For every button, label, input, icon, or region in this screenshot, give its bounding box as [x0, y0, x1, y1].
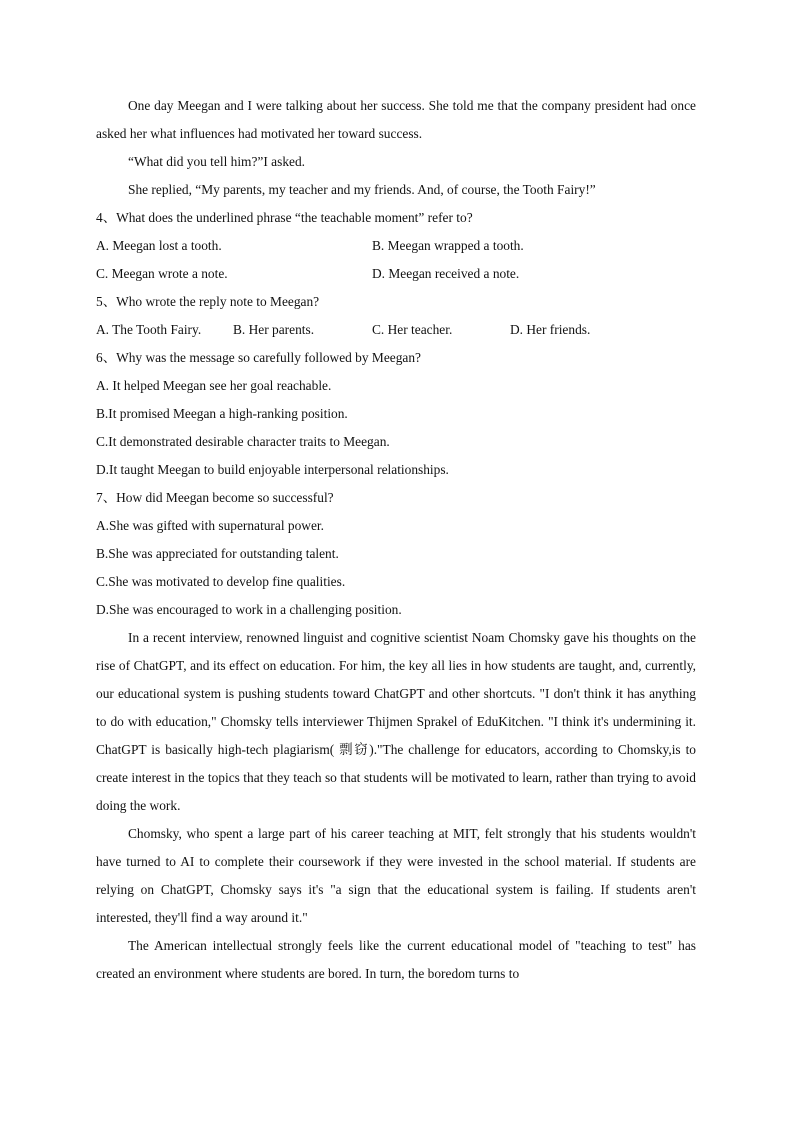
question-6-option-b[interactable]: B.It promised Meegan a high-ranking position. — [96, 406, 348, 421]
question-5-option-d[interactable]: D. Her friends. — [510, 322, 591, 337]
question-5-stem: 5、Who wrote the reply note to Meegan? — [96, 294, 320, 309]
question-6-option-c[interactable]: C.It demonstrated desirable character traits to Meegan. — [96, 434, 390, 449]
question-4-options-row-2 — [96, 260, 696, 288]
question-6-stem: 6、Why was the message so carefully followed by Meegan? — [96, 350, 421, 365]
question-4-options-row-1 — [96, 232, 696, 260]
question-4-option-d[interactable]: D. Meegan received a note. — [372, 266, 520, 281]
question-7-option-a[interactable]: A.She was gifted with supernatural power. — [96, 518, 324, 533]
question-5-option-c[interactable]: C. Her teacher. — [372, 322, 453, 337]
document-page — [96, 92, 696, 988]
passage2-paragraph-2: Chomsky, who spent a large part of his career teaching at MIT, felt strongly that his students wouldn't have turned to AI to complete their coursework if they were invested in the school material. If students are relying on ChatGPT, Chomsky says it's "a sign that the educational system is failing. If students aren't interested, they'll find a way around it." — [96, 826, 696, 925]
question-7-option-b[interactable]: B.She was appreciated for outstanding talent. — [96, 546, 339, 561]
passage2-paragraph-3: The American intellectual strongly feels like the current educational model of "teaching to test" has created an environment where students are bored. In turn, the boredom turns to — [96, 938, 696, 981]
question-4-option-c[interactable]: C. Meegan wrote a note. — [96, 266, 228, 281]
question-5-option-b[interactable]: B. Her parents. — [233, 322, 315, 337]
question-6-option-d[interactable]: D.It taught Meegan to build enjoyable interpersonal relationships. — [96, 462, 449, 477]
question-5-options-row — [96, 316, 696, 344]
passage1-paragraph-1: One day Meegan and I were talking about her success. She told me that the company president had once asked her what influences had motivated her toward success. — [96, 98, 696, 141]
question-6-option-a[interactable]: A. It helped Meegan see her goal reachable. — [96, 378, 332, 393]
question-4-option-a[interactable]: A. Meegan lost a tooth. — [96, 238, 222, 253]
question-4-stem: 4、What does the underlined phrase “the teachable moment” refer to? — [96, 210, 473, 225]
question-7-stem: 7、How did Meegan become so successful? — [96, 490, 334, 505]
passage1-paragraph-3: She replied, “My parents, my teacher and my friends. And, of course, the Tooth Fairy!” — [128, 182, 596, 197]
question-5-option-a[interactable]: A. The Tooth Fairy. — [96, 322, 202, 337]
passage2-paragraph-1: In a recent interview, renowned linguist and cognitive scientist Noam Chomsky gave his thoughts on the rise of ChatGPT, and its effect on education. For him, the key all lies in how students are taught, and, currently, our educational system is pushing students toward ChatGPT and other shortcuts. "I don't think it has anything to do with education," Chomsky tells interviewer Thijmen Sprakel of EduKitchen. "I think it's undermining it. ChatGPT is basically high-tech plagiarism( 剽窃)."The challenge for educators, according to Chomsky,is to create interest in the topics that they teach so that students will be motivated to learn, rather than trying to avoid doing the work. — [96, 630, 696, 813]
question-7-option-c[interactable]: C.She was motivated to develop fine qualities. — [96, 574, 346, 589]
question-4-option-b[interactable]: B. Meegan wrapped a tooth. — [372, 238, 524, 253]
question-7-option-d[interactable]: D.She was encouraged to work in a challenging position. — [96, 602, 402, 617]
passage1-paragraph-2: “What did you tell him?”I asked. — [128, 154, 305, 169]
